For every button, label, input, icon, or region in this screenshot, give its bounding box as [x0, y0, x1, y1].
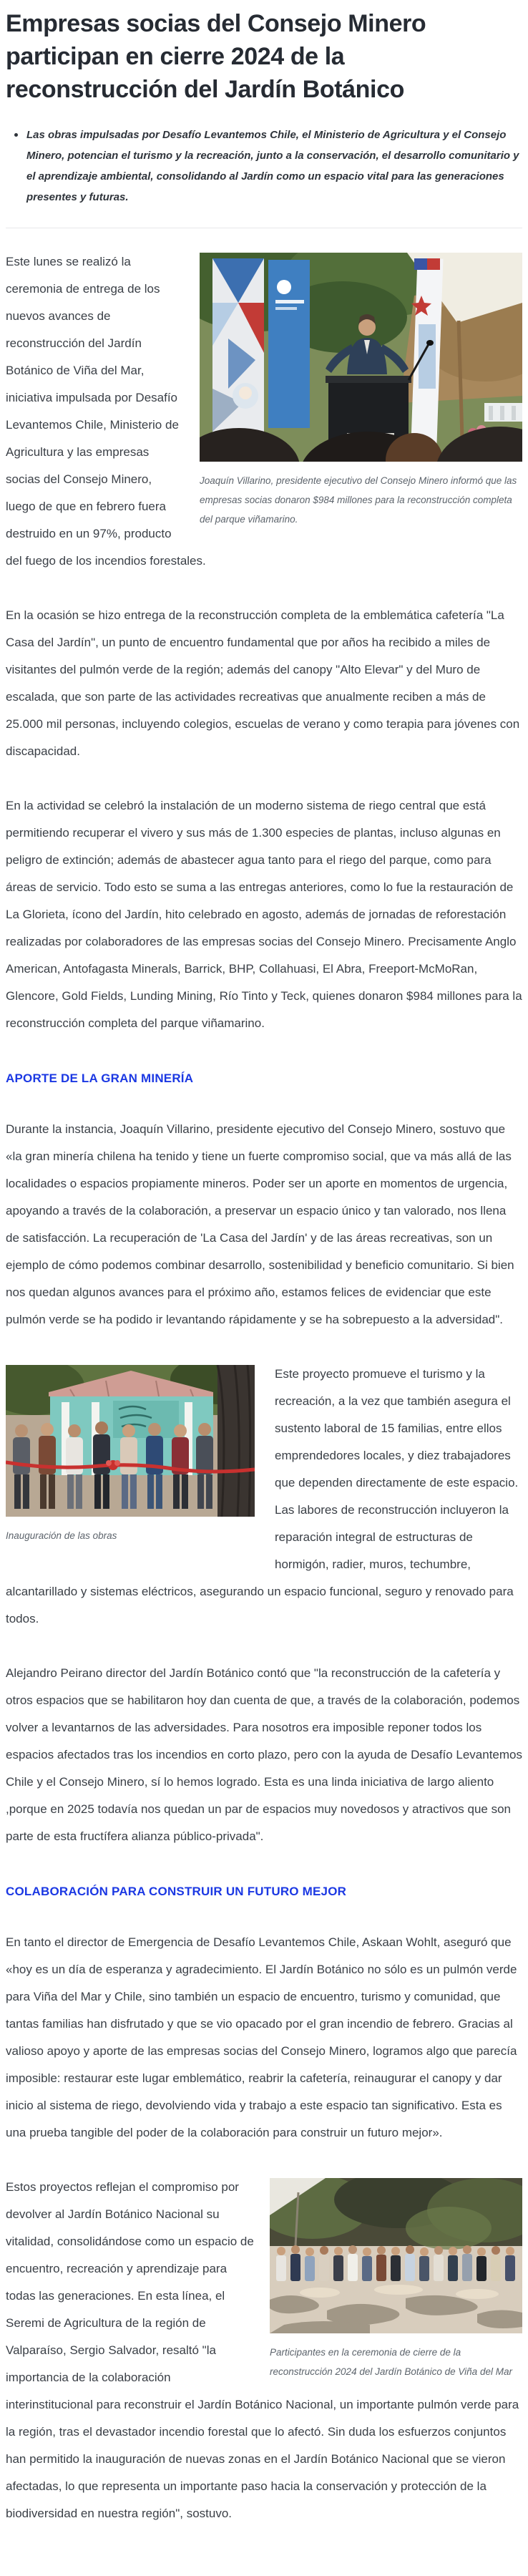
paragraph-4: Durante la instancia, Joaquín Villarino, presidente ejecutivo del Consejo Minero, sostuvo que «la gran minería chilena ha tenido y tiene un fuerte compromiso social, que va más allá de las localidades o espacios propiamente mineros. Poder ser un aporte en momentos de urgencia, apoyando a través de la colaboración, a preservar un espacio único y tan valorado, nos llena de satisfacción. La recuperación de 'La Casa del Jardín' y de las áreas recreativas, son un ejemplo de cómo podemos combinar desarrollo, sostenibilidad y beneficio comunitario. Si bien nos quedan algunos avances para el próximo año, estamos felices de evidenciar que este pulmón verde se ha podido ir levantando rápidamente y se ha sobrepuesto a la adversidad". [6, 1122, 514, 1326]
paragraph-1: Este lunes se realizó la ceremonia de entrega de los nuevos avances de reconstrucción del Jardín Botánico de Viña del Mar, iniciativa impulsada por Desafío Levantemos Chile, Ministerio de Agricultura y las empresas socias del Consejo Minero, luego de que en febrero fuera destruido en un 97%, producto del fuego de los incendios forestales. [6, 255, 206, 568]
section-heading-colaboracion: COLABORACIÓN PARA CONSTRUIR UN FUTURO MEJOR [6, 1885, 347, 1898]
closing-ceremony-group-photo [270, 2178, 522, 2333]
paragraph-3: En la actividad se celebró la instalación de un moderno sistema de riego central que está permitiendo recuperar el vivero y sus más de 1.300 especies de plantas, incluso algunas en peligro de extinción; además de abastecer agua tanto para el riego del parque, como para áreas de servicio. Todo esto se suma a las entregas anteriores, como lo fue la restauración de La Glorieta, ícono del Jardín, hito celebrado en agosto, además de jornadas de reforestación realizadas por colaboradores de las empresas socias del Consejo Minero. Precisamente Anglo American, Antofagasta Minerals, Barrick, BHP, Collahuasi, El Abra, Freeport-McMoRan, Glencore, Gold Fields, Lunding Mining, Río Tinto y Teck, quienes donaron $984 millones para la reconstrucción completa del parque viñamarino. [6, 799, 522, 1030]
figure-ribbon-cutting [6, 1365, 255, 1545]
paragraph-7: En tanto el director de Emergencia de Desafío Levantemos Chile, Askaan Wohlt, aseguró que «hoy es un día de esperanza y agradecimiento. El Jardín Botánico no sólo es un pulmón verde para Viña del Mar y Chile, sino también un espacio de encuentro, turismo y comunidad, que tantas familias han disfrutado y que se vio opacado por el gran incendio de febrero. Gracias al valioso apoyo y aporte de las empresas socias del Consejo Minero, logramos algo que parecía imposible: restaurar este lugar emblemático, reabrir la cafetería, reinaugurar el canopy y dar inicio al sistema de riego, devolviendo vida y trabajo a este espacio tan significativo. Esta es una prueba tangible del poder de la colaboración para construir un futuro mejor». [6, 1935, 517, 2139]
lead-bullet-text: Las obras impulsadas por Desafío Levantemos Chile, el Ministerio de Agricultura y el Consejo Minero, potencian el turismo y la recreación, junto a la conservación, el desarrollo comunitario y el aprendizaje ambiental, consolidando al Jardín como un espacio vital para las generaciones presentes y futuras. [26, 129, 519, 203]
paragraph-2: En la ocasión se hizo entrega de la reconstrucción completa de la emblemática cafetería "La Casa del Jardín", un punto de encuentro fundamental que por años ha recibido a miles de visitantes del pulmón verde de la región; además del canopy "Alto Elevar" y del Muro de escalada, que son parte de las actividades recreativas que anualmente reciben a más de 25.000 mil personas, incluyendo colegios, escuelas de verano y como terapia para jóvenes con discapacidad. [6, 608, 520, 758]
figure-ceremony-speech [200, 253, 522, 529]
bullet-icon [14, 133, 18, 137]
article-body [6, 248, 522, 2555]
figure-group-photo [270, 2178, 522, 2381]
lead-bullet [6, 125, 522, 208]
figure-caption: Joaquín Villarino, presidente ejecutivo del Consejo Minero informó que las empresas socias donaron $984 millones para la reconstrucción completa del parque viñamarino. [200, 475, 517, 525]
figure-caption: Participantes en la ceremonia de cierre de la reconstrucción 2024 del Jardín Botánico de Viña del Mar [270, 2347, 512, 2377]
page-title: Empresas socias del Consejo Minero participan en cierre 2024 de la reconstrucción del Jardín Botánico [6, 10, 426, 103]
paragraph-6: Alejandro Peirano director del Jardín Botánico contó que "la reconstrucción de la cafetería y otros espacios que se habilitaron hoy dan cuenta de que, a través de la colaboración, podemos volver a levantarnos de las adversidades. Para nosotros era imposible reponer todos los espacios afectados tras los incendios en corto plazo, pero con la ayuda de Desafío Levantemos Chile y el Consejo Minero, sí lo hemos logrado. Esta es una linda iniciativa de largo aliento ,porque en 2025 todavía nos quedan un par de espacios muy novedosos y atractivos que son parte de esta fructífera alianza público-privada". [6, 1666, 522, 1843]
ribbon-cutting-photo [6, 1365, 255, 1517]
figure-caption: Inauguración de las obras [6, 1530, 117, 1541]
ceremony-speech-photo [200, 253, 522, 462]
section-heading-aporte: APORTE DE LA GRAN MINERÍA [6, 1071, 194, 1085]
paragraph-5: Este proyecto promueve el turismo y la recreación, a la vez que también asegura el sustento laboral de 15 familias, entre ellos emprendedores locales, y diez trabajadores que dependen directamente de este espacio. Las labores de reconstrucción incluyeron la reparación integral de estructuras de hormigón, radier, muros, techumbre, alcantarillado y sistemas eléctricos, asegurando un espacio funcional, seguro y renovado para todos. [6, 1367, 519, 1625]
paragraph-8: Estos proyectos reflejan el compromiso por devolver al Jardín Botánico Nacional su vitalidad, consolidándose como un espacio de encuentro, recreación y aprendizaje para todas las generaciones. En esta línea, el Seremi de Agricultura de la región de Valparaíso, Sergio Salvador, resaltó "la importancia de la colaboración interinstitucional para reconstruir el Jardín Botánico Nacional, un importante pulmón verde para la región, tras el devastador incendio forestal que lo afectó. Sin duda los esfuerzos conjuntos han permitido la inauguración de nuevas zonas en el Jardín Botánico Nacional que se vieron afectadas, lo que representa un importante paso hacia la conservación y protección de la biodiversidad en nuestra región", sostuvo. [6, 2180, 519, 2520]
